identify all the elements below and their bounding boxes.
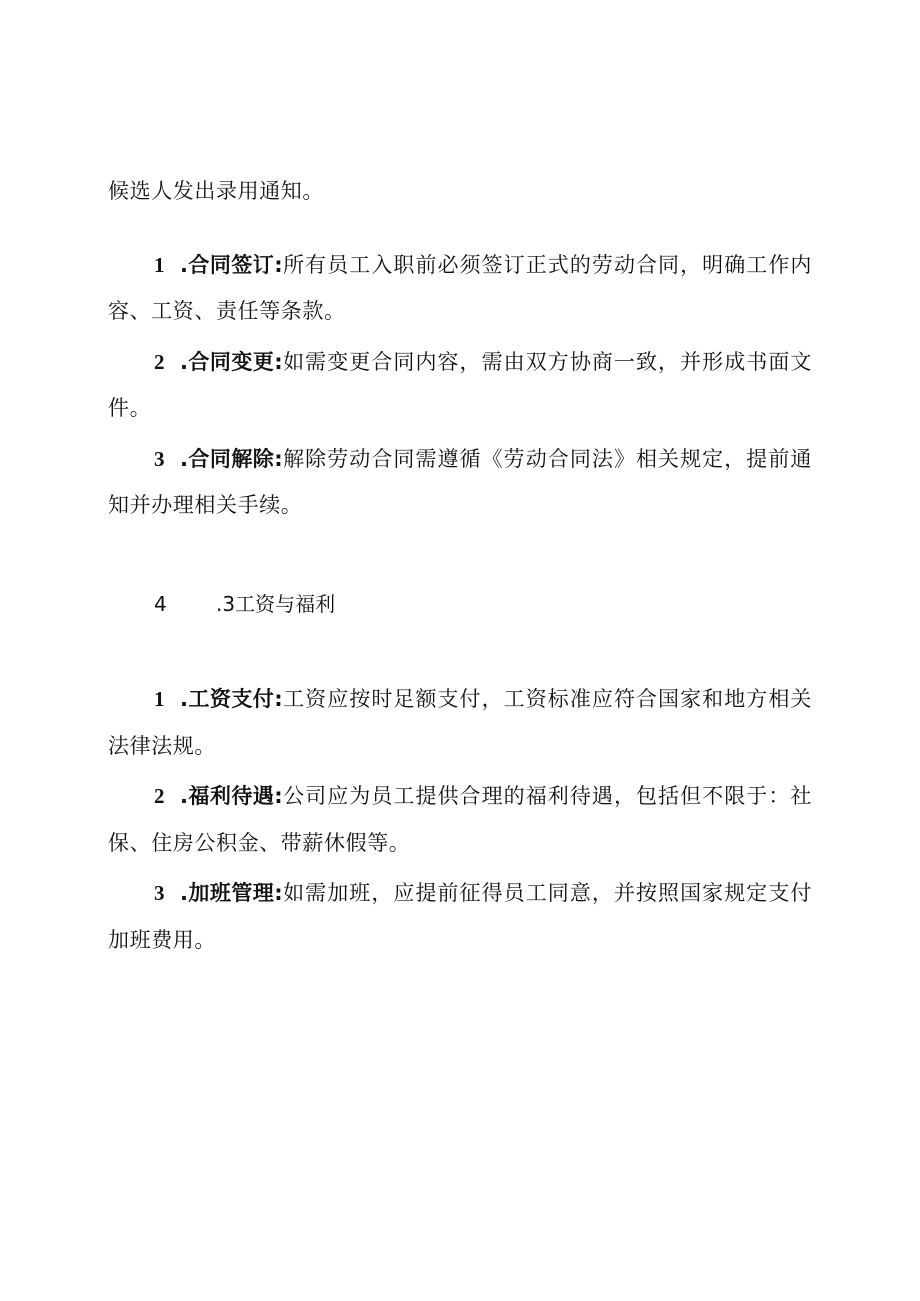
contract-item-3-cont: 知并办理相关手续。 — [108, 493, 303, 517]
section-number: 4 — [154, 592, 167, 616]
item-number: 2 — [154, 350, 166, 374]
item-text: 如需加班，应提前征得员工同意，并按照国家规定支付 — [282, 881, 812, 905]
intro-continuation: 候选人发出录用通知。 — [108, 179, 324, 203]
item-text: 所有员工入职前必须签订正式的劳动合同，明确工作内 — [282, 253, 812, 277]
item-number: 1 — [154, 687, 166, 711]
item-text: 解除劳动合同需遵循《劳动合同法》相关规定，提前通 — [282, 447, 812, 471]
item-term: .合同变更: — [180, 350, 283, 374]
item-number: 3 — [154, 881, 166, 905]
salary-item-1-cont: 法律法规。 — [108, 734, 216, 758]
item-text: 如需变更合同内容，需由双方协商一致，并形成书面文 — [282, 350, 812, 374]
item-term: .福利待遇: — [180, 784, 283, 808]
contract-item-1 — [154, 250, 812, 280]
section-heading — [154, 589, 335, 619]
item-term: .加班管理: — [180, 881, 283, 905]
item-text: 公司应为员工提供合理的福利待遇，包括但不限于：社 — [282, 784, 812, 808]
contract-item-2 — [154, 347, 812, 377]
item-number: 1 — [154, 253, 166, 277]
item-term: .合同签订: — [180, 253, 283, 277]
item-text: 工资应按时足额支付，工资标准应符合国家和地方相关 — [282, 687, 812, 711]
item-term: .工资支付: — [180, 687, 283, 711]
item-number: 2 — [154, 784, 166, 808]
contract-item-1-cont: 容、工资、责任等条款。 — [108, 299, 346, 323]
salary-item-1 — [154, 684, 812, 714]
salary-item-3 — [154, 878, 812, 908]
salary-item-2-cont: 保、住房公积金、带薪休假等。 — [108, 831, 411, 855]
salary-item-3-cont: 加班费用。 — [108, 928, 216, 952]
item-term: .合同解除: — [180, 447, 283, 471]
contract-item-3 — [154, 444, 812, 474]
item-number: 3 — [154, 447, 166, 471]
section-title: .3工资与福利 — [216, 592, 336, 616]
salary-item-2 — [154, 781, 812, 811]
contract-item-2-cont: 件。 — [108, 396, 152, 420]
